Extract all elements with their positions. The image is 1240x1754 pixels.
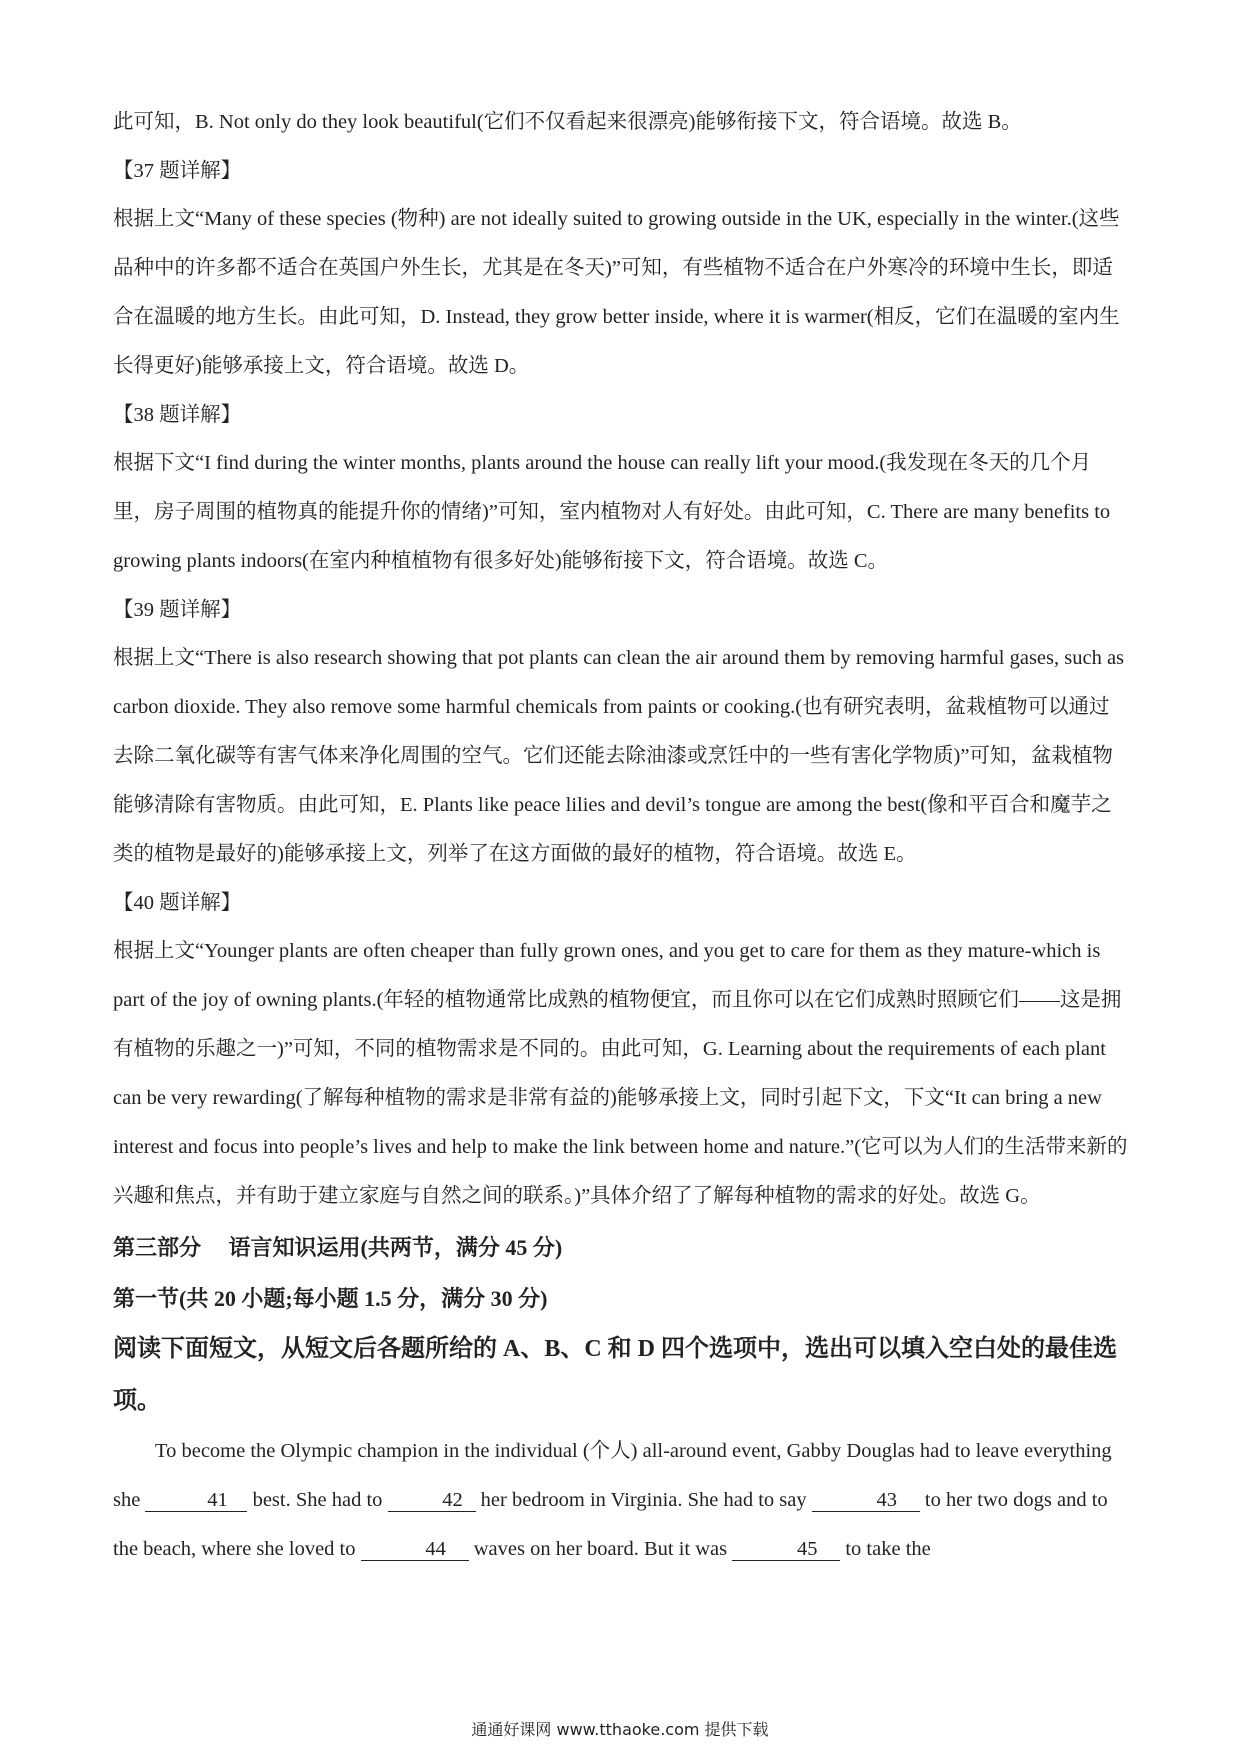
heading-q39: 【39 题详解】 [113, 599, 242, 621]
passage-text: to her two dogs and to the beach, where she loved to [113, 1489, 1108, 1560]
passage-text: best. She had to [247, 1489, 388, 1511]
cloze-passage [113, 1427, 1129, 1574]
heading-q38: 【38 题详解】 [113, 404, 242, 426]
blank-45: 45 [732, 1538, 840, 1561]
page-footer: 通通好课网 www.tthaoke.com 提供下载 [471, 1720, 769, 1739]
blank-43: 43 [812, 1489, 920, 1512]
section-one: 第一节(共 20 小题;每小题 1.5 分，满分 30 分) [113, 1286, 548, 1311]
heading-q37: 【37 题详解】 [113, 160, 242, 182]
passage-text: waves on her board. But it was [468, 1538, 733, 1560]
passage-text: to take the [840, 1538, 931, 1560]
passage-text: To become the Olympic champion in the individual (个人) all-around event, Gabby Douglas had to leave everything she [113, 1440, 1112, 1511]
blank-41: 41 [145, 1489, 247, 1512]
paragraph-q37: 根据上文“Many of these species (物种) are not ideally suited to growing outside in the UK, especially in the winter.(这些品种中的许多都不适合在英国户外生长，尤其是在冬天)”可知，有些植物不适合在户外寒冷的环境中生长，即适合在温暖的地方生长。由此可知，D. Instead, they grow better inside, where it is warmer(相反，它们在温暖的室内生长得更好)能够承接上文，符合语境。故选 D。 [113, 208, 1120, 377]
page-content [113, 98, 1129, 1574]
blank-42: 42 [388, 1489, 476, 1512]
paragraph-q38: 根据下文“I find during the winter months, plants around the house can really lift your mood.(我发现在冬天的几个月里，房子周围的植物真的能提升你的情绪)”可知，室内植物对人有好处。由此可知，C. There are many benefits to growing plants indoors(在室内种植植物有很多好处)能够衔接下文，符合语境。故选 C。 [113, 452, 1111, 572]
section-part-three: 第三部分 语言知识运用(共两节，满分 45 分) [113, 1235, 563, 1260]
paragraph-36-tail: 此可知，B. Not only do they look beautiful(它们不仅看起来很漂亮)能够衔接下文，符合语境。故选 B。 [113, 111, 1022, 133]
passage-text: her bedroom in Virginia. She had to say [475, 1489, 812, 1511]
blank-44: 44 [361, 1538, 469, 1561]
heading-q40: 【40 题详解】 [113, 892, 242, 914]
paragraph-q39: 根据上文“There is also research showing that pot plants can clean the air around them by removing harmful gases, such as carbon dioxide. They also remove some harmful chemicals from paints or cooking.(也有研究表明，盆栽植物可以通过去除二氧化碳等有害气体来净化周围的空气。它们还能去除油漆或烹饪中的一些有害化学物质)”可知，盆栽植物能够清除有害物质。由此可知，E. Plants like peace lilies and devil’s tongue are among the best(像和平百合和魔芋之类的植物是最好的)能够承接上文，列举了在这方面做的最好的植物，符合语境。故选 E。 [113, 647, 1125, 865]
paragraph-q40: 根据上文“Younger plants are often cheaper than fully grown ones, and you get to care for them as they mature-which is part of the joy of owning plants.(年轻的植物通常比成熟的植物便宜，而且你可以在它们成熟时照顾它们——这是拥有植物的乐趣之一)”可知，不同的植物需求是不同的。由此可知，G. Learning about the requirements of each plant can be very rewarding(了解每种植物的需求是非常有益的)能够承接上文，同时引起下文，下文“It can bring a new interest and focus into people’s lives and help to make the link between home and nature.”(它可以为人们的生活带来新的兴趣和焦点，并有助于建立家庭与自然之间的联系。)”具体介绍了了解每种植物的需求的好处。故选 G。 [113, 940, 1128, 1207]
instruction: 阅读下面短文，从短文后各题所给的 A、B、C 和 D 四个选项中，选出可以填入空白处的最佳选项。 [113, 1336, 1118, 1414]
